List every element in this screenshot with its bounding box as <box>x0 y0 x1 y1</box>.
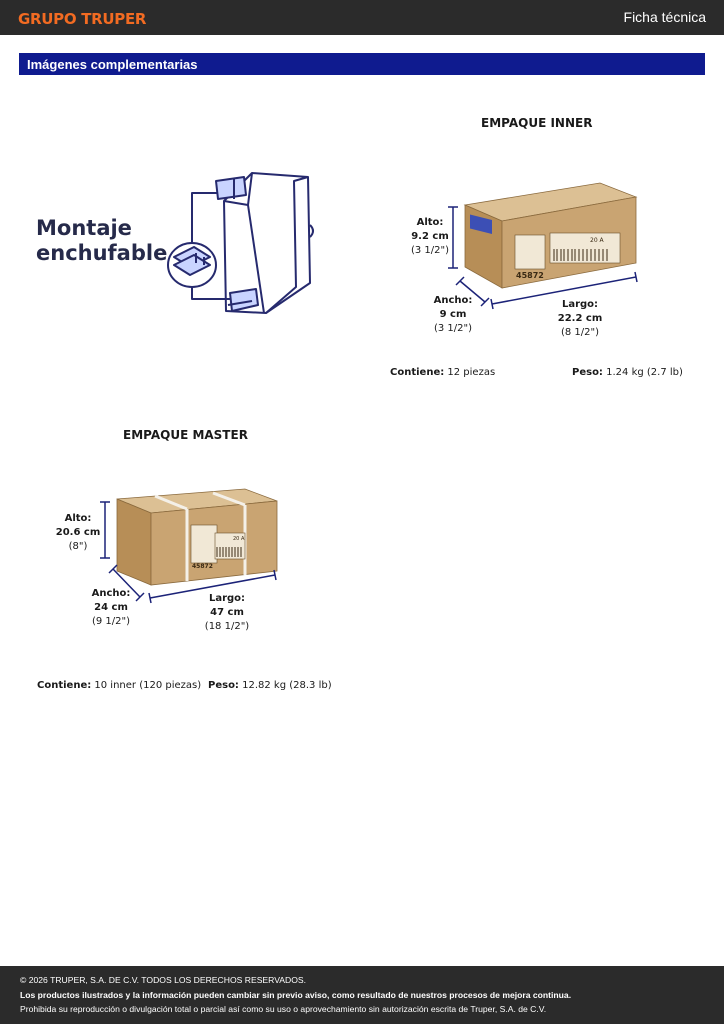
master-alto-label: Alto: <box>64 513 92 524</box>
inner-box-illustration <box>440 175 650 310</box>
master-ancho-label: Ancho: <box>91 588 131 599</box>
inner-largo-metric: 22.2 cm <box>557 313 603 324</box>
master-largo-metric: 47 cm <box>210 607 244 618</box>
master-ancho <box>86 587 136 629</box>
brand-logo: GRUPO TRUPER <box>18 10 147 28</box>
master-contiene <box>37 680 201 691</box>
master-alto-metric: 20.6 cm <box>55 527 101 538</box>
master-largo <box>202 592 252 634</box>
master-ancho-imperial: (9 1/2") <box>91 616 131 627</box>
inner-box-rating: 20 A <box>590 237 604 244</box>
inner-alto-metric: 9.2 cm <box>411 231 449 242</box>
top-bar <box>0 0 724 35</box>
inner-heading: EMPAQUE INNER <box>481 116 593 130</box>
inner-ancho-label: Ancho: <box>433 295 473 306</box>
master-contiene-value: 10 inner (120 piezas) <box>94 680 202 691</box>
inner-alto-imperial: (3 1/2") <box>410 245 450 256</box>
footer-notice: Los productos ilustrados y la información pueden cambiar sin previo aviso, como resultado de nuestros procesos de mejora continua. <box>20 990 572 1000</box>
master-alto-imperial: (8") <box>68 541 88 552</box>
inner-ancho <box>430 294 476 336</box>
inner-largo-imperial: (8 1/2") <box>560 327 600 338</box>
master-box-rating: 20 A <box>233 536 245 542</box>
mount-label <box>36 216 167 266</box>
footer-copyright: © 2026 TRUPER, S.A. DE C.V. TODOS LOS DERECHOS RESERVADOS. <box>20 975 307 985</box>
master-heading: EMPAQUE MASTER <box>123 428 248 442</box>
section-header <box>19 53 705 75</box>
inner-contiene-label: Contiene: <box>390 367 445 378</box>
master-contiene-label: Contiene: <box>37 680 92 691</box>
inner-peso-value: 1.24 kg (2.7 lb) <box>606 367 683 378</box>
document-title: Ficha técnica <box>623 9 706 25</box>
inner-alto-label: Alto: <box>416 217 444 228</box>
inner-contiene-value: 12 piezas <box>447 367 496 378</box>
master-box-code: 45872 <box>192 563 213 570</box>
master-alto <box>55 512 101 554</box>
master-peso-label: Peso: <box>208 680 239 691</box>
inner-ancho-imperial: (3 1/2") <box>433 323 473 334</box>
master-ancho-metric: 24 cm <box>94 602 128 613</box>
master-largo-label: Largo: <box>208 593 246 604</box>
master-peso <box>208 680 332 691</box>
mount-label-line2: enchufable <box>36 241 168 265</box>
breaker-illustration <box>160 165 320 320</box>
inner-peso-label: Peso: <box>572 367 603 378</box>
mount-label-line1: Montaje <box>36 216 132 240</box>
footer <box>0 966 724 1024</box>
inner-largo-label: Largo: <box>561 299 599 310</box>
inner-alto <box>407 216 453 258</box>
inner-box-code: 45872 <box>516 271 544 280</box>
master-largo-imperial: (18 1/2") <box>204 621 250 632</box>
inner-largo <box>555 298 605 340</box>
inner-contiene <box>390 367 495 378</box>
master-peso-value: 12.82 kg (28.3 lb) <box>242 680 332 691</box>
inner-peso <box>572 367 683 378</box>
inner-ancho-metric: 9 cm <box>439 309 467 320</box>
footer-prohibition: Prohibida su reproducción o divulgación total o parcial así como su uso o aprovechamiento sin autorización escrita de Truper, S.A. de C.V. <box>20 1004 547 1014</box>
section-title: Imágenes complementarias <box>27 57 198 72</box>
